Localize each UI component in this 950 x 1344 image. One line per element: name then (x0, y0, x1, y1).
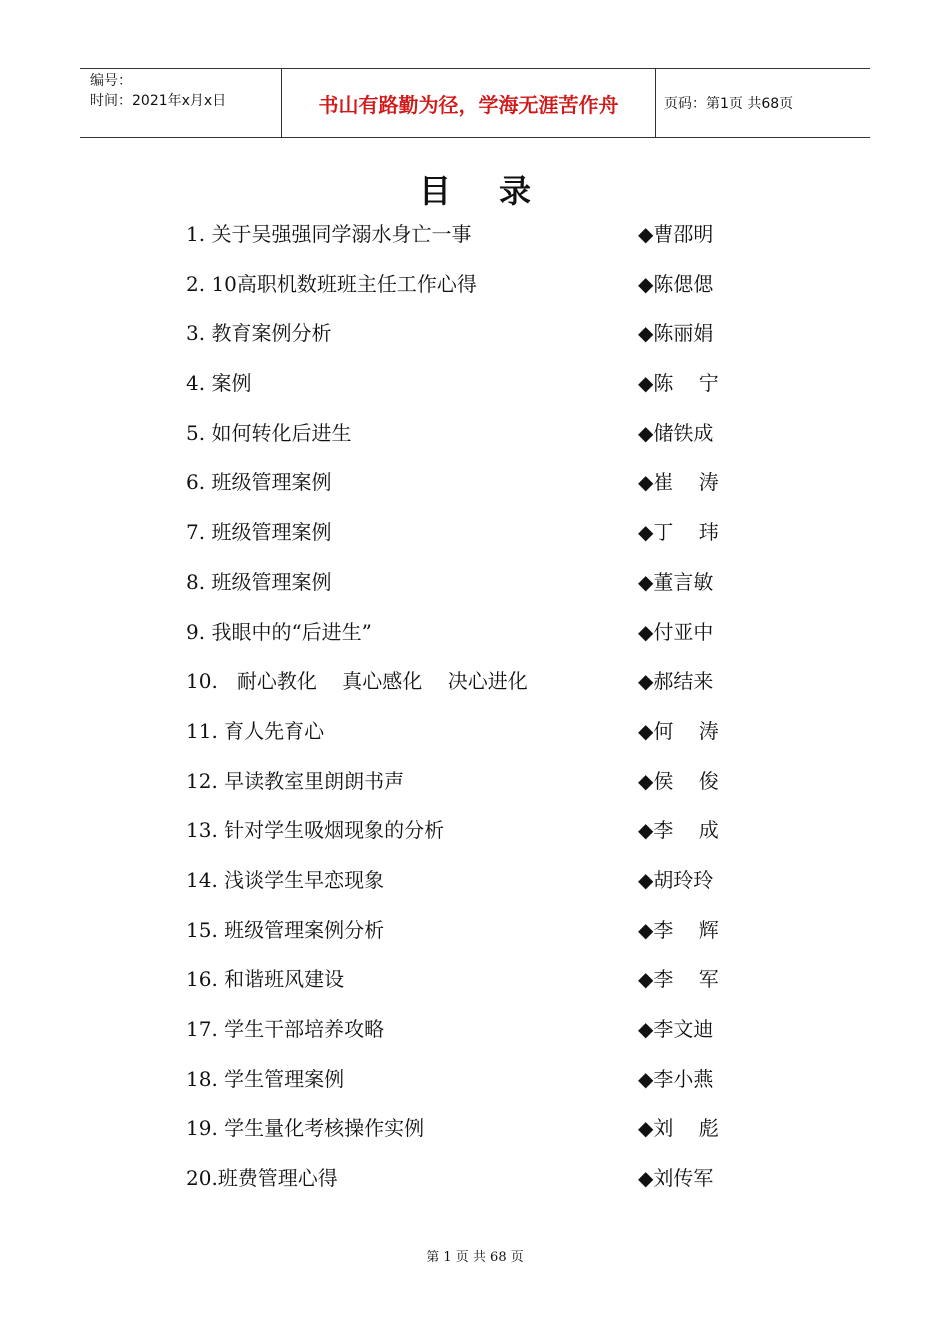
header-divider (655, 69, 656, 137)
toc-entry (186, 812, 726, 862)
toc-entry-title: 15. 班级管理案例分析 (186, 917, 385, 942)
toc-entry (186, 1160, 726, 1210)
toc-entry-author: ◆付亚中 (638, 619, 714, 644)
toc-entry-title: 3. 教育案例分析 (186, 321, 332, 346)
toc-entry-title: 4. 案例 (186, 371, 252, 396)
toc-entry-author: ◆崔 涛 (638, 470, 719, 495)
toc-entry (186, 315, 726, 365)
toc-entry (186, 713, 726, 763)
toc-entry-author: ◆陈偲偲 (638, 271, 714, 296)
toc-entry-author: ◆董言敏 (638, 569, 714, 594)
toc-entry-title: 8. 班级管理案例 (186, 569, 332, 594)
toc-entry (186, 961, 726, 1011)
toc-entry-title: 9. 我眼中的“后进生” (186, 619, 372, 644)
toc-entry-author: ◆李小燕 (638, 1066, 714, 1091)
toc-entry-author: ◆陈丽娟 (638, 321, 714, 346)
toc-entry-title: 7. 班级管理案例 (186, 520, 332, 545)
toc-entry-author: ◆曹邵明 (638, 222, 714, 246)
toc-entry (186, 415, 726, 465)
toc-entry (186, 912, 726, 962)
toc-entry-title: 16. 和谐班风建设 (186, 967, 345, 992)
toc-entry-title: 10. 耐心教化 真心感化 决心进化 (186, 669, 528, 694)
toc-entry (186, 464, 726, 514)
header-motto: 书山有路勤为径，学海无涯苦作舟 (318, 92, 619, 117)
toc-entry-author: ◆何 涛 (638, 718, 719, 743)
toc-entry-title: 13. 针对学生吸烟现象的分析 (186, 818, 445, 843)
toc-entry-title: 1. 关于吴强强同学溺水身亡一事 (186, 222, 472, 246)
time-label: 时间：2021年x月x日 (90, 93, 227, 109)
toc-entry-author: ◆刘 彪 (638, 1116, 719, 1141)
toc-entry (186, 514, 726, 564)
toc-entry-title: 17. 学生干部培养攻略 (186, 1017, 385, 1041)
header-page-info: 页码：第1页 共68页 (664, 96, 794, 112)
toc-entry-author: ◆储铁成 (638, 420, 714, 445)
toc-entry-title: 20.班费管理心得 (186, 1166, 338, 1191)
toc-entry-title: 5. 如何转化后进生 (186, 420, 352, 445)
page-footer: 第 1 页 共 68 页 (426, 1250, 524, 1265)
toc-entry-author: ◆侯 俊 (638, 768, 719, 793)
toc-entry (186, 365, 726, 415)
header-meta (90, 71, 226, 111)
toc-entry-title: 19. 学生量化考核操作实例 (186, 1116, 425, 1141)
toc-entry-title: 11. 育人先育心 (186, 718, 325, 743)
number-label: 编号： (90, 73, 132, 89)
toc-entry (186, 564, 726, 614)
toc-entry (186, 763, 726, 813)
toc-entry-title: 18. 学生管理案例 (186, 1066, 345, 1091)
toc-entry-author: ◆李 军 (638, 967, 719, 992)
page-title: 目录 (418, 172, 579, 210)
toc-entry-author: ◆丁 玮 (638, 520, 719, 545)
toc-entry (186, 614, 726, 664)
toc-entry (186, 663, 726, 713)
toc-entry (186, 1061, 726, 1111)
toc-entry-author: ◆李文迪 (638, 1017, 714, 1041)
toc-entry (186, 1011, 726, 1061)
toc-entry-author: ◆李 辉 (638, 917, 719, 942)
toc-entry-author: ◆胡玲玲 (638, 867, 714, 892)
toc-entry (186, 1110, 726, 1160)
toc-entry-title: 14. 浅谈学生早恋现象 (186, 867, 385, 892)
toc-entry-title: 12. 早读教室里朗朗书声 (186, 768, 405, 793)
toc-entry-author: ◆陈 宁 (638, 371, 719, 396)
toc-entry-title: 6. 班级管理案例 (186, 470, 332, 495)
toc-entry (186, 266, 726, 316)
toc-entry-author: ◆郝结来 (638, 669, 714, 694)
page-header (80, 68, 870, 138)
toc-entry-title: 2. 10高职机数班班主任工作心得 (186, 271, 477, 296)
table-of-contents (186, 216, 726, 1210)
toc-entry (186, 216, 726, 266)
toc-entry (186, 862, 726, 912)
toc-entry-author: ◆刘传军 (638, 1166, 714, 1191)
toc-entry-author: ◆李 成 (638, 818, 719, 843)
